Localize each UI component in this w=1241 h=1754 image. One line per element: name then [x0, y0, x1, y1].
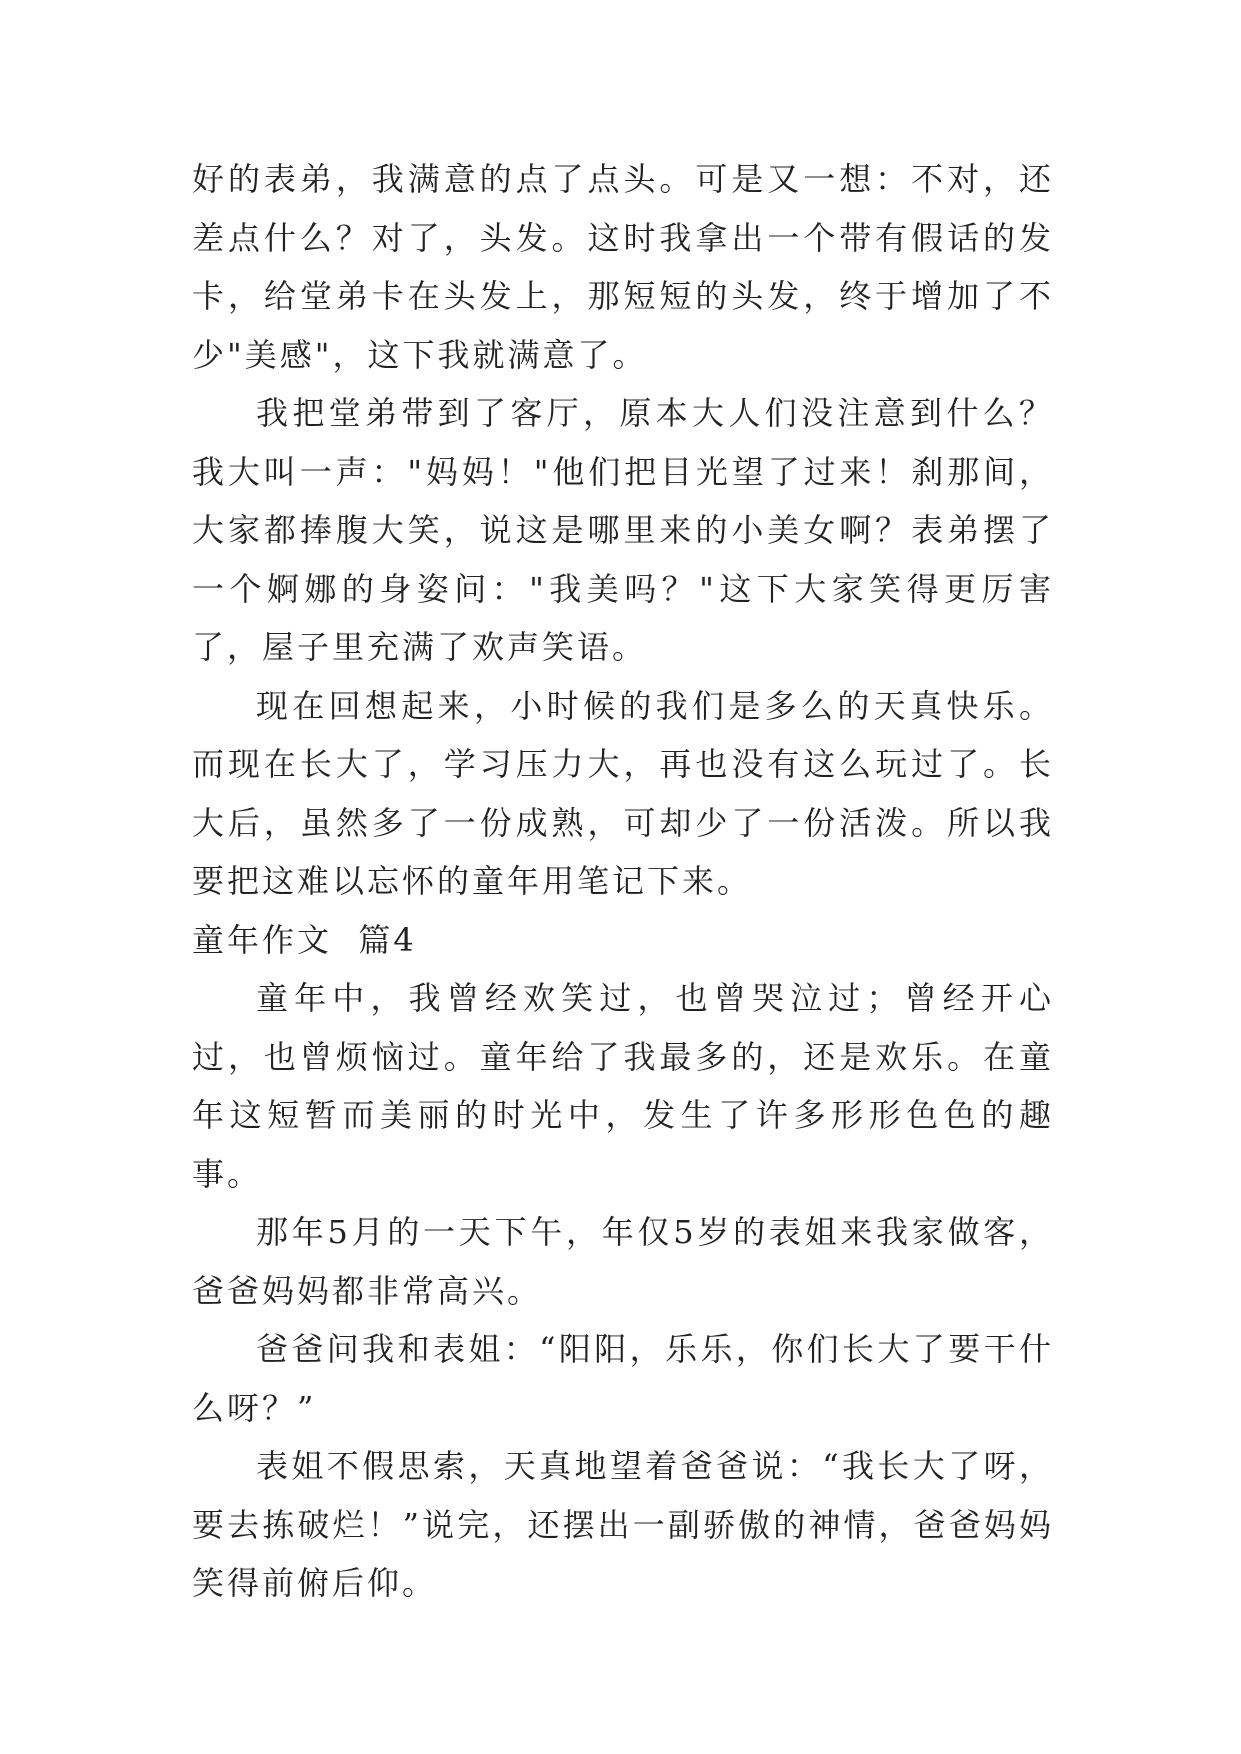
paragraph-continuation: 好的表弟，我满意的点了点头。可是又一想：不对，还差点什么？对了，头发。这时我拿出一个带有假话的发卡，给堂弟卡在头发上，那短短的头发，终于增加了不少"美感"，这下我就满意了。	[192, 160, 1054, 374]
paragraph: 现在回想起来，小时候的我们是多么的天真快乐。而现在长大了，学习压力大，再也没有这么玩过了。长大后，虽然多了一份成熟，可却少了一份活泼。所以我要把这难以忘怀的童年用笔记下来。	[192, 686, 1054, 900]
section-heading: 童年作文 篇4	[192, 920, 417, 959]
paragraph: 我把堂弟带到了客厅，原本大人们没注意到什么？我大叫一声："妈妈！"他们把目光望了过来！刹那间，大家都捧腹大笑，说这是哪里来的小美女啊？表弟摆了一个婀娜的身姿问："我美吗？"这下大家笑得更厉害了，屋子里充满了欢声笑语。	[192, 394, 1054, 666]
paragraph: 表姐不假思索，天真地望着爸爸说：“我长大了呀，要去拣破烂！”说完，还摆出一副骄傲的神情，爸爸妈妈笑得前俯后仰。	[192, 1447, 1054, 1602]
paragraph: 那年5月的一天下午，年仅5岁的表姐来我家做客，爸爸妈妈都非常高兴。	[192, 1213, 1054, 1310]
paragraph: 爸爸问我和表姐：“阳阳，乐乐，你们长大了要干什么呀？”	[192, 1330, 1054, 1427]
paragraph: 童年中，我曾经欢笑过，也曾哭泣过；曾经开心过，也曾烦恼过。童年给了我最多的，还是欢乐。在童年这短暂而美丽的时光中，发生了许多形形色色的趣事。	[192, 979, 1054, 1193]
document-body	[192, 150, 1054, 1613]
